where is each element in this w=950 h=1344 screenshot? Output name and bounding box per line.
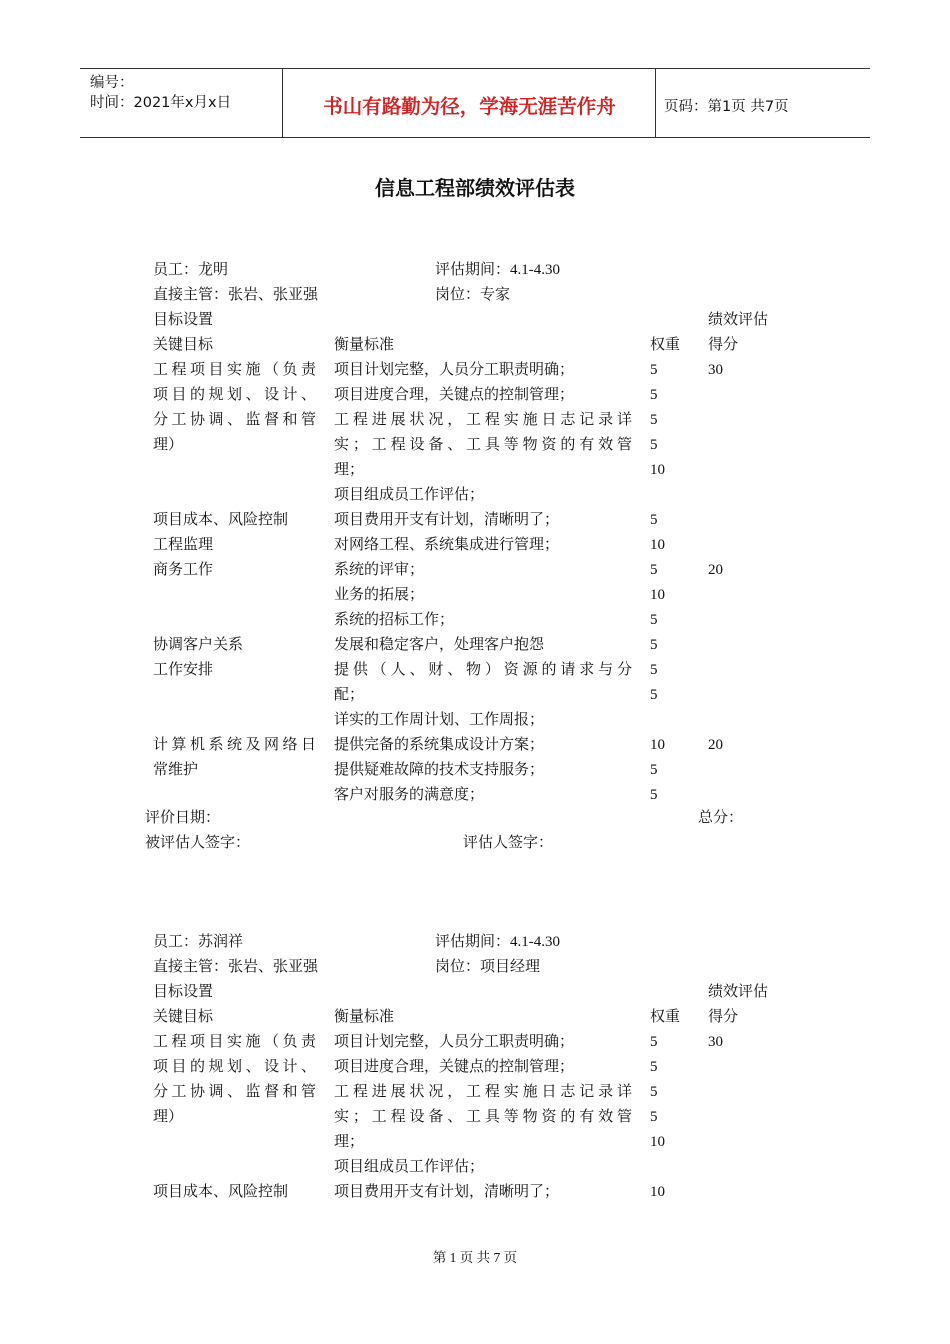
evaluation-period: 评估期间：4.1-4.30 — [435, 934, 560, 950]
score-value: 30 — [708, 1034, 723, 1050]
col-score: 得分 — [708, 337, 739, 353]
weight-value: 5 — [650, 662, 658, 678]
weight-value: 5 — [650, 1034, 658, 1050]
standard-line: 项目进度合理，关键点的控制管理； — [334, 1059, 575, 1075]
standard-line: 系统的招标工作； — [334, 612, 455, 628]
standard-line: 工程进展状况，工程实施日志记录详 — [334, 412, 632, 428]
standard-line: 实；工程设备、工具等物资的有效管 — [334, 1109, 632, 1125]
serial-label: 编号： — [90, 75, 134, 91]
standard-line: 项目费用开支有计划，清晰明了； — [334, 512, 560, 528]
perf-score-header: 绩效评估 — [708, 312, 769, 328]
weight-value: 5 — [650, 437, 658, 453]
page-indicator: 页码：第1页 共7页 — [664, 99, 789, 115]
score-value: 20 — [708, 737, 723, 753]
standard-line: 理； — [334, 1134, 365, 1150]
goal-line: 计算机系统及网络日 — [153, 737, 316, 753]
evaluator-signature: 评估人签字： — [463, 835, 554, 851]
employee-name: 员工：龙明 — [153, 262, 229, 278]
goal-line: 工程监理 — [153, 537, 214, 553]
position: 岗位：专家 — [435, 287, 511, 303]
weight-value: 5 — [650, 362, 658, 378]
standard-line: 对网络工程、系统集成进行管理； — [334, 537, 560, 553]
standard-line: 提供疑难故障的技术支持服务； — [334, 762, 545, 778]
goal-line: 项目成本、风险控制 — [153, 512, 289, 528]
col-key-goal: 关键目标 — [153, 337, 214, 353]
weight-value: 5 — [650, 637, 658, 653]
weight-value: 5 — [650, 612, 658, 628]
standard-line: 项目计划完整，人员分工职责明确； — [334, 362, 575, 378]
weight-value: 10 — [650, 537, 665, 553]
standard-line: 项目组成员工作评估； — [334, 1159, 485, 1175]
document-title: 信息工程部绩效评估表 — [375, 176, 575, 200]
col-standard: 衡量标准 — [334, 1009, 395, 1025]
goal-line: 理） — [153, 1109, 184, 1125]
goal-line: 商务工作 — [153, 562, 214, 578]
goal-line: 工程项目实施（负责 — [153, 362, 316, 378]
standard-line: 实；工程设备、工具等物资的有效管 — [334, 437, 632, 453]
evaluation-date: 评价日期： — [145, 810, 221, 826]
standard-line: 项目进度合理，关键点的控制管理； — [334, 387, 575, 403]
col-key-goal: 关键目标 — [153, 1009, 214, 1025]
supervisor: 直接主管：张岩、张亚强 — [153, 959, 319, 975]
standard-line: 详实的工作周计划、工作周报； — [334, 712, 545, 728]
standard-line: 项目组成员工作评估； — [334, 487, 485, 503]
weight-value: 5 — [650, 412, 658, 428]
total-score: 总分： — [698, 810, 744, 826]
weight-value: 5 — [650, 787, 658, 803]
standard-line: 工程进展状况，工程实施日志记录详 — [334, 1084, 632, 1100]
standard-line: 业务的拓展； — [334, 587, 425, 603]
weight-value: 10 — [650, 587, 665, 603]
target-setting-label: 目标设置 — [153, 984, 214, 1000]
goal-line: 项目的规划、设计、 — [153, 1059, 316, 1075]
time-label: 时间：2021年x月x日 — [90, 95, 232, 111]
weight-value: 5 — [650, 1109, 658, 1125]
col-weight: 权重 — [650, 1009, 681, 1025]
score-value: 30 — [708, 362, 723, 378]
goal-line: 理） — [153, 437, 184, 453]
col-standard: 衡量标准 — [334, 337, 395, 353]
weight-value: 5 — [650, 512, 658, 528]
perf-score-header: 绩效评估 — [708, 984, 769, 1000]
weight-value: 10 — [650, 1134, 665, 1150]
goal-line: 项目的规划、设计、 — [153, 387, 316, 403]
weight-value: 5 — [650, 687, 658, 703]
col-score: 得分 — [708, 1009, 739, 1025]
header-motto: 书山有路勤为径，学海无涯苦作舟 — [323, 95, 616, 118]
weight-value: 5 — [650, 1084, 658, 1100]
weight-value: 5 — [650, 762, 658, 778]
goal-line: 工程项目实施（负责 — [153, 1034, 316, 1050]
standard-line: 发展和稳定客户，处理客户抱怨 — [334, 637, 545, 653]
header-divider — [655, 69, 656, 137]
goal-line: 常维护 — [153, 762, 199, 778]
weight-value: 10 — [650, 737, 665, 753]
position: 岗位：项目经理 — [435, 959, 541, 975]
standard-line: 提供（人、财、物）资源的请求与分 — [334, 662, 632, 678]
evaluation-period: 评估期间：4.1-4.30 — [435, 262, 560, 278]
employee-name: 员工：苏润祥 — [153, 934, 244, 950]
standard-line: 项目计划完整，人员分工职责明确； — [334, 1034, 575, 1050]
standard-line: 项目费用开支有计划，清晰明了； — [334, 1184, 560, 1200]
col-weight: 权重 — [650, 337, 681, 353]
weight-value: 5 — [650, 387, 658, 403]
goal-line: 项目成本、风险控制 — [153, 1184, 289, 1200]
standard-line: 系统的评审； — [334, 562, 425, 578]
page-header — [80, 68, 870, 138]
target-setting-label: 目标设置 — [153, 312, 214, 328]
weight-value: 5 — [650, 1059, 658, 1075]
standard-line: 理； — [334, 462, 365, 478]
evaluatee-signature: 被评估人签字： — [145, 835, 251, 851]
weight-value: 10 — [650, 1184, 665, 1200]
goal-line: 分工协调、监督和管 — [153, 412, 316, 428]
page-footer: 第 1 页 共 7 页 — [432, 1250, 518, 1265]
weight-value: 5 — [650, 562, 658, 578]
goal-line: 协调客户关系 — [153, 637, 244, 653]
goal-line: 分工协调、监督和管 — [153, 1084, 316, 1100]
weight-value: 10 — [650, 462, 665, 478]
supervisor: 直接主管：张岩、张亚强 — [153, 287, 319, 303]
goal-line: 工作安排 — [153, 662, 214, 678]
standard-line: 提供完备的系统集成设计方案； — [334, 737, 545, 753]
standard-line: 配； — [334, 687, 365, 703]
standard-line: 客户对服务的满意度； — [334, 787, 485, 803]
score-value: 20 — [708, 562, 723, 578]
